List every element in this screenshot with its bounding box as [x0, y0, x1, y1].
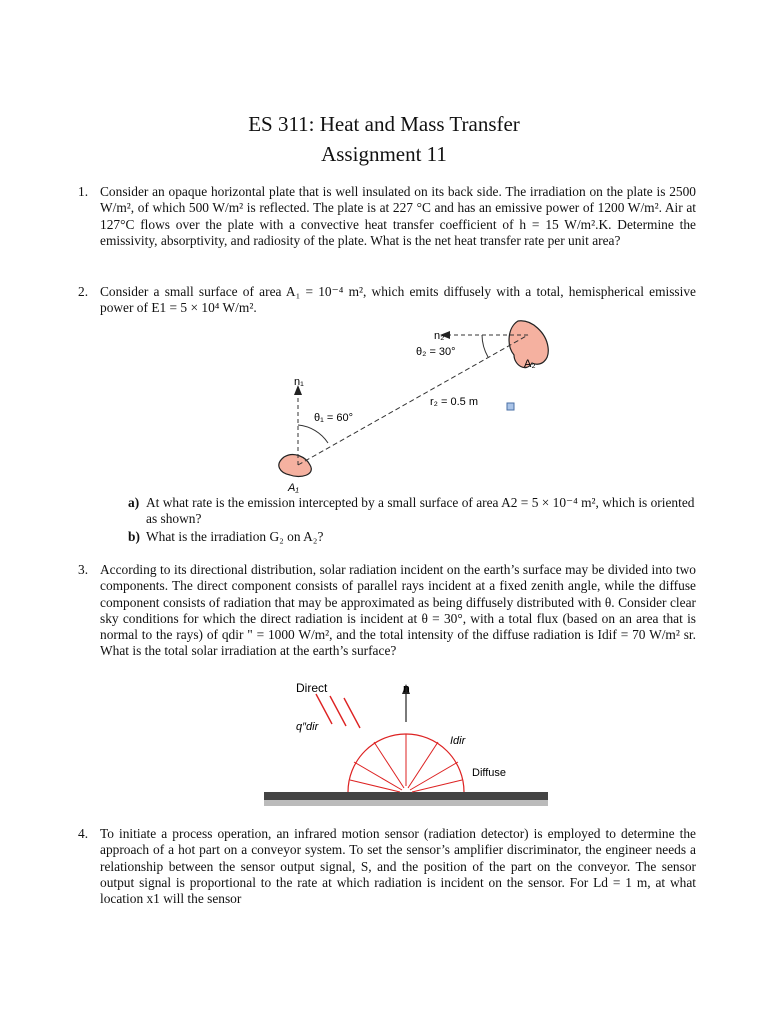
square-icon	[507, 403, 514, 410]
ground-shade	[264, 800, 548, 806]
part-label: b)	[128, 529, 140, 544]
label-diffuse: Diffuse	[472, 767, 507, 779]
label-theta2: θ₂ = 30°	[416, 346, 456, 358]
label-theta1: θ₁ = 60°	[314, 412, 353, 424]
label-qdir: q″dir	[296, 721, 319, 733]
problem-text: Consider an opaque horizontal plate that is well insulated on its back side. The irradiation on the plate is 2500 W/m², of which 500 W/m² is reflected. The plate is at 227 °C and has an emissive power of 1200 W/m². Air at 127°C flows over the plate with a convective heat transfer coefficient of h = 15 W/m².K. Determine the emissivity, absorptivity, and radiosity of the plate. What is the net heat transfer rate per unit area?	[100, 184, 696, 248]
surface-a1-shape	[279, 455, 311, 477]
angle-arc-2	[482, 335, 488, 357]
label-a2: A₂	[524, 358, 536, 370]
view-factor-figure	[270, 315, 570, 495]
direct-rays	[316, 694, 360, 728]
label-idif: Idir	[450, 735, 466, 747]
problem-1	[78, 184, 696, 249]
problem-number: 3.	[78, 562, 89, 577]
angle-arc-1	[298, 425, 328, 443]
problem-4	[78, 826, 696, 907]
label-n2: n₂	[434, 330, 445, 342]
label-a1: A₁	[288, 482, 299, 494]
problem-3	[78, 562, 696, 660]
problem-number: 4.	[78, 826, 89, 841]
problem-number: 1.	[78, 184, 89, 199]
problem-2-part-b	[128, 529, 696, 545]
label-r2: r₂ = 0.5 m	[430, 396, 478, 408]
problem-2-part-a	[128, 495, 696, 528]
problem-text: According to its directional distribution, solar radiation incident on the earth’s surface may be divided into two components. The direct component consists of parallel rays incident at a fixed zenith angle, while the diffuse component consists of radiation that may be approximated as being diffusely distributed with θ. Consider clear sky conditions for which the direct radiation is incident at θ = 30°, with a total flux (based on an area that is normal to the rays) of qdir " = 1000 W/m², and the total intensity of the diffuse radiation is Idif = 70 W/m² sr. What is the total solar irradiation at the earth’s surface?	[100, 562, 696, 659]
assignment-title: Assignment 11	[321, 142, 447, 166]
problem-number: 2.	[78, 284, 89, 299]
diffuse-rays	[350, 734, 462, 792]
label-n: n	[403, 683, 410, 695]
course-title: ES 311: Heat and Mass Transfer	[248, 112, 520, 136]
part-text: What is the irradiation G₂ on A₂?	[146, 529, 324, 544]
label-n1: n₁	[294, 376, 304, 388]
problem-2	[78, 284, 696, 317]
label-direct: Direct	[296, 681, 328, 695]
part-label: a)	[128, 495, 140, 510]
connecting-line	[298, 335, 528, 465]
part-text: At what rate is the emission intercepted by a small surface of area A2 = 5 × 10⁻⁴ m², which is oriented as shown?	[146, 495, 695, 527]
solar-radiation-figure	[262, 678, 552, 818]
ground	[264, 792, 548, 800]
problem-text: Consider a small surface of area A₁ = 10⁻⁴ m², which emits diffusely with a total, hemispherical emissive power of E1 = 5 × 10⁴ W/m².	[100, 284, 696, 316]
problem-text: To initiate a process operation, an infrared motion sensor (radiation detector) is employed to determine the approach of a hot part on a conveyor system. To set the sensor’s amplifier discriminator, the engineer needs a relationship between the sensor output signal, S, and the position of the part on the conveyor. The sensor output signal is proportional to the rate at which radiation is incident on the sensor. For Ld = 1 m, at what location x1 will the sensor	[100, 826, 696, 907]
